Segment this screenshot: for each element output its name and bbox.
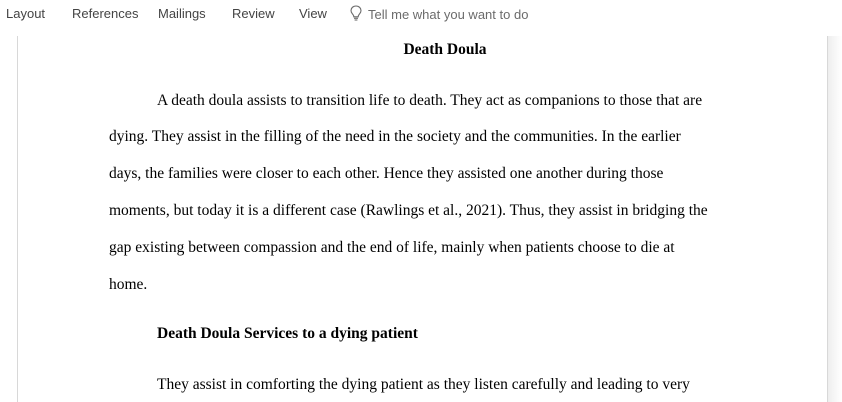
- paragraph-line: home.: [109, 276, 148, 293]
- paragraph-line: gap existing between compassion and the end of life, mainly when patients choose to die at: [109, 239, 675, 256]
- tab-mailings[interactable]: Mailings: [158, 6, 206, 21]
- page-shadow: [828, 36, 842, 402]
- ribbon-tab-bar: [0, 0, 842, 28]
- tell-me-search[interactable]: [350, 5, 528, 24]
- paragraph-line: moments, but today it is a different case (Rawlings et al., 2021). Thus, they assist in bridging the: [109, 202, 708, 219]
- paragraph-line: A death doula assists to transition life to death. They act as companions to those that are: [157, 92, 703, 109]
- document-title: Death Doula: [403, 41, 487, 58]
- lightbulb-icon: [350, 5, 368, 24]
- paragraph-line: They assist in comforting the dying patient as they listen carefully and leading to very: [157, 376, 690, 393]
- paragraph-line: dying. They assist in the filling of the need in the society and the communities. In the earlier: [109, 128, 681, 145]
- tab-review[interactable]: Review: [232, 6, 275, 21]
- section-heading: Death Doula Services to a dying patient: [157, 325, 418, 342]
- tell-me-placeholder: Tell me what you want to do: [368, 7, 529, 22]
- tab-layout[interactable]: Layout: [6, 6, 46, 21]
- page-left-edge: [17, 36, 18, 402]
- paragraph-line: days, the families were closer to each other. Hence they assisted one another during those: [109, 165, 664, 182]
- tab-view[interactable]: View: [299, 6, 327, 21]
- tab-references[interactable]: References: [72, 6, 139, 21]
